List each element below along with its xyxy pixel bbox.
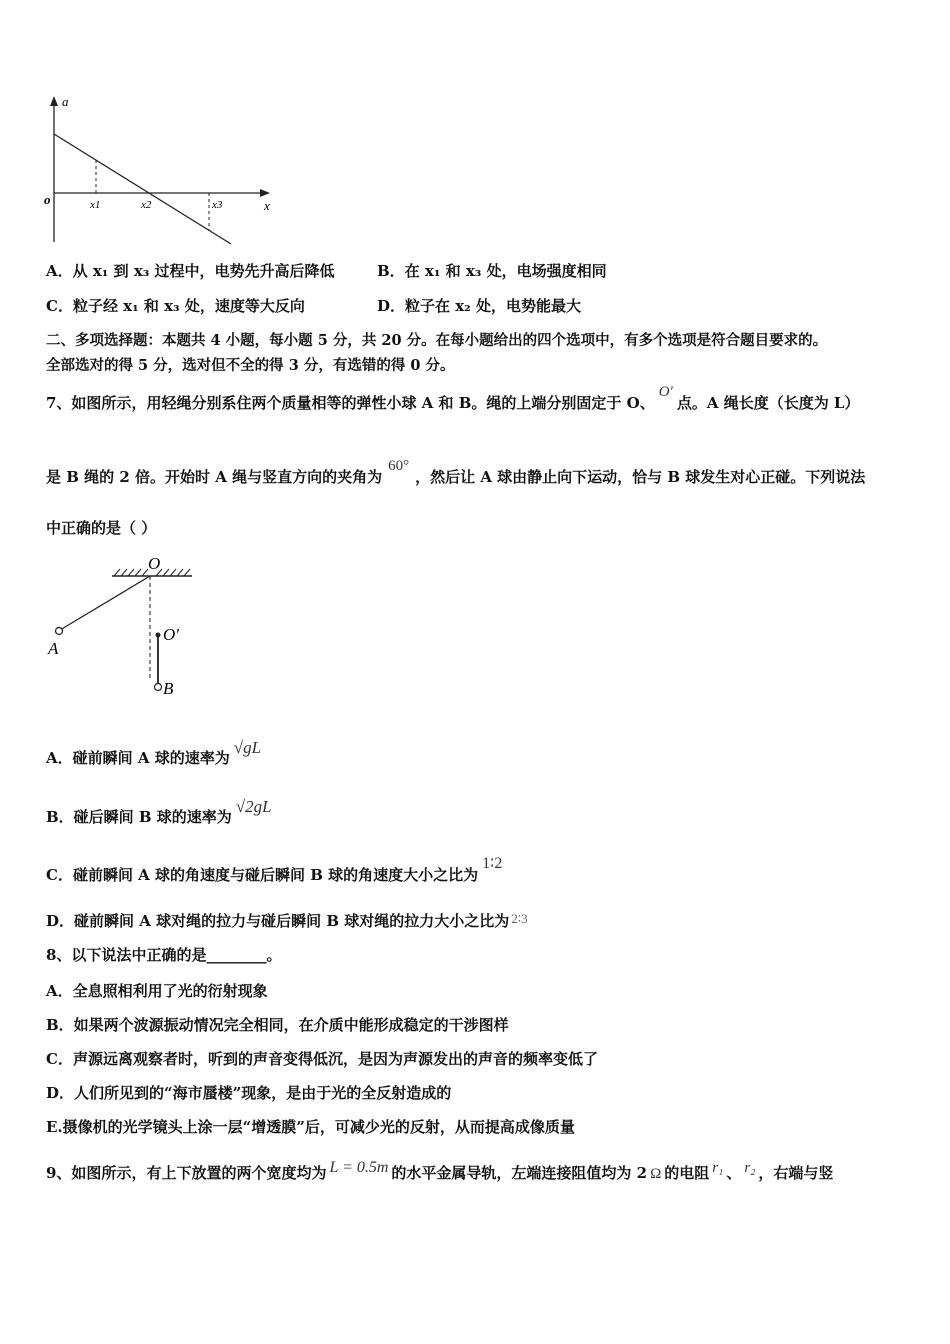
q7-option-c (46, 855, 503, 885)
q6-option-c: C．粒子经 x₁ 和 x₃ 处，速度等大反向 (46, 297, 305, 315)
q7-option-d (46, 910, 528, 931)
pendulum-figure (40, 554, 210, 704)
q8-option-a: A．全息照相利用了光的衍射现象 (46, 982, 268, 1000)
q7-option-a (46, 738, 262, 768)
q8-option-d: D．人们所见到的“海市蜃楼”现象，是由于光的全反射造成的 (46, 1084, 452, 1102)
a-x-graph (38, 92, 288, 252)
tick-x2: x2 (141, 199, 152, 211)
q9-line1 (46, 1159, 834, 1183)
q7-line1-b: 点。A 绳长度（长度为 L） (676, 394, 860, 412)
label-b: B (163, 679, 174, 698)
q7-line1 (46, 384, 860, 413)
q8-stem: 8、以下说法中正确的是________。 (46, 946, 282, 964)
x-axis-arrow (260, 189, 270, 197)
q7-option-a-text: A．碰前瞬间 A 球的速率为 (46, 749, 230, 767)
q6-option-d: D．粒子在 x₂ 处，电势能最大 (377, 297, 581, 315)
q8-option-c: C．声源远离观察者时，听到的声音变得低沉，是因为声源发出的声音的频率变低了 (46, 1050, 598, 1068)
label-o: O (148, 554, 161, 573)
q7-option-c-math: 1∶2 (482, 855, 503, 872)
q9-r2: r₂ (744, 1160, 756, 1176)
tick-x1: x1 (90, 199, 101, 211)
q9-omega: Ω (650, 1166, 662, 1182)
q7-line2 (46, 458, 866, 487)
tick-x3: x3 (212, 199, 223, 211)
q6-option-b: B．在 x₁ 和 x₃ 处，电场强度相同 (377, 262, 607, 280)
q7-line2-a: 是 B 绳的 2 倍。开始时 A 绳与竖直方向的夹角为 (46, 468, 383, 486)
section2-line1: 二、多项选择题：本题共 4 小题，每小题 5 分，共 20 分。在每小题给出的四个选项中，有多个选项是符合题目要求的。 (46, 332, 828, 349)
rope-a (60, 576, 150, 630)
q7-option-b-math: √2gL (235, 797, 272, 816)
q7-line3: 中正确的是（ ） (46, 519, 157, 537)
origin-label: o (44, 192, 51, 207)
a-x-line (54, 134, 231, 244)
ball-a (56, 628, 63, 635)
q7-option-d-text: D．碰前瞬间 A 球对绳的拉力与碰后瞬间 B 球对绳的拉力大小之比为 (46, 912, 510, 930)
q7-option-d-math: 2∶3 (511, 911, 528, 926)
q7-line2-b: ，然后让 A 球由静止向下运动，恰与 B 球发生对心正碰。下列说法 (415, 468, 866, 486)
q9-part4: ，右端与竖 (758, 1164, 834, 1182)
y-axis-arrow (50, 96, 58, 106)
q7-option-a-math: √gL (233, 738, 262, 757)
q9-part1: 9、如图所示，有上下放置的两个宽度均为 (46, 1164, 327, 1182)
q7-option-b (46, 797, 272, 827)
y-axis-label: a (62, 94, 69, 109)
q6-option-a: A．从 x₁ 到 x₃ 过程中，电势先升高后降低 (46, 262, 335, 280)
q8-option-b: B．如果两个波源振动情况完全相同，在介质中能形成稳定的干涉图样 (46, 1016, 509, 1034)
q7-option-c-text: C．碰前瞬间 A 球的角速度与碰后瞬间 B 球的角速度大小之比为 (46, 866, 479, 884)
q7-line1-a: 7、如图所示，用轻绳分别系住两个质量相等的弹性小球 A 和 B。绳的上端分别固定于 O、 (46, 394, 655, 412)
q9-part3: 的电阻 (664, 1164, 710, 1182)
section2-line2: 全部选对的得 5 分，选对但不全的得 3 分，有选错的得 0 分。 (46, 357, 455, 374)
q9-math-l: L = 0.5m (329, 1159, 389, 1176)
q7-angle: 60° (388, 458, 410, 474)
q7-option-b-text: B．碰后瞬间 B 球的速率为 (46, 808, 232, 826)
q8-option-e: E.摄像机的光学镜头上涂一层“增透膜”后，可减少光的反射，从而提高成像质量 (46, 1118, 575, 1136)
label-a: A (48, 639, 59, 658)
q9-sep: 、 (726, 1164, 742, 1182)
q9-r1: r₁ (712, 1160, 724, 1176)
ball-b (155, 684, 162, 691)
q7-oprime: O′ (658, 384, 673, 400)
q9-part2: 的水平金属导轨，左端连接阻值均为 2 (391, 1164, 648, 1182)
x-axis-label: x (264, 198, 270, 213)
label-o-prime: O′ (163, 625, 179, 644)
